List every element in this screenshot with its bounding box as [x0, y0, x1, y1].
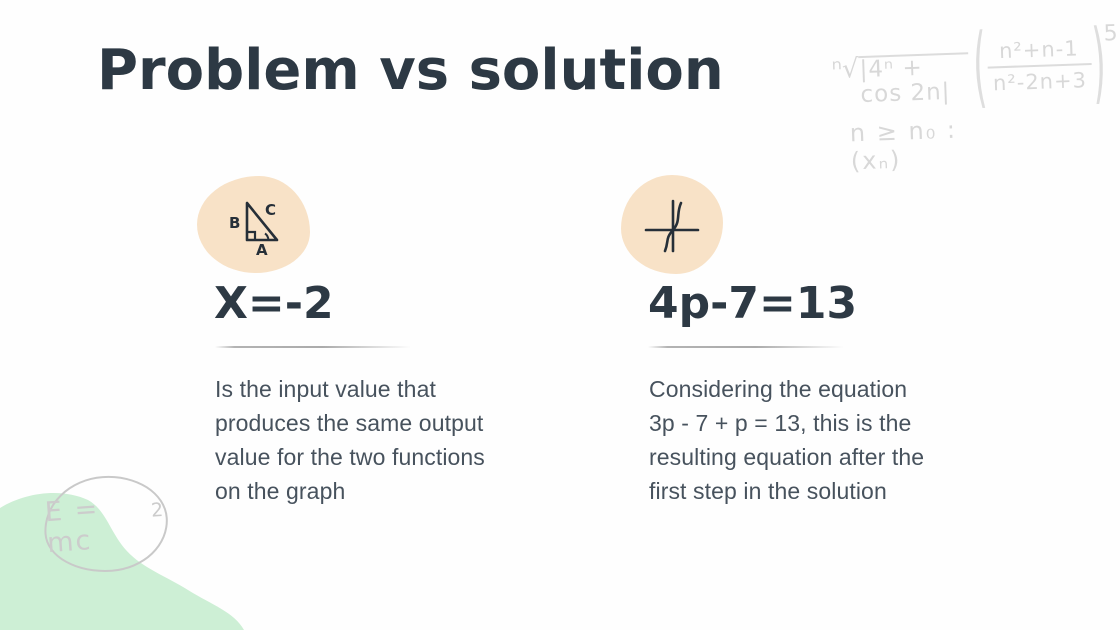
close-paren: )	[1090, 11, 1108, 116]
math-left-block	[831, 40, 972, 175]
body-line: produces the same output	[215, 410, 484, 436]
fraction-exponent: 5	[1103, 21, 1119, 47]
body-line: resulting equation after the	[649, 444, 925, 470]
handwritten-math-decor	[831, 11, 1120, 176]
fraction-expression	[971, 11, 1119, 121]
body-line: first step in the solution	[649, 478, 887, 504]
triangle-label-a: A	[255, 240, 268, 256]
divider-line	[648, 346, 844, 348]
topic-icon-blob	[197, 176, 310, 273]
topic-icon-blob	[621, 175, 723, 274]
emc2-base: E = mc	[43, 493, 101, 560]
radical-expression	[831, 52, 969, 111]
body-line: Considering the equation	[649, 376, 908, 402]
sequence-expression: n ≥ n₀ : (xₙ)	[849, 115, 958, 176]
radical-sign: ⁿ√	[831, 54, 860, 86]
column-body	[649, 372, 924, 508]
body-line: value for the two functions	[215, 444, 485, 470]
column-heading: 4p-7=13	[648, 278, 858, 329]
slide-title: Problem vs solution	[97, 38, 724, 103]
column-body	[215, 372, 485, 508]
right-triangle-icon	[221, 194, 287, 256]
divider-line	[215, 346, 411, 348]
triangle-label-b: B	[228, 213, 240, 232]
column-heading: X=-2	[214, 278, 334, 329]
fraction-numerator: n²+n-1	[998, 36, 1080, 64]
function-curve-icon	[641, 194, 703, 256]
fraction-stack	[987, 36, 1093, 96]
emc2-exponent: 2	[150, 498, 166, 522]
triangle-label-c: C	[264, 200, 276, 219]
body-line: 3p - 7 + p = 13, this is the	[649, 410, 912, 436]
open-paren: (	[971, 15, 989, 121]
radical-body: |4ⁿ + cos 2n|	[858, 52, 969, 110]
fraction-denominator: n²-2n+3	[987, 63, 1092, 96]
body-line: Is the input value that	[215, 376, 436, 402]
body-line: on the graph	[215, 478, 346, 504]
